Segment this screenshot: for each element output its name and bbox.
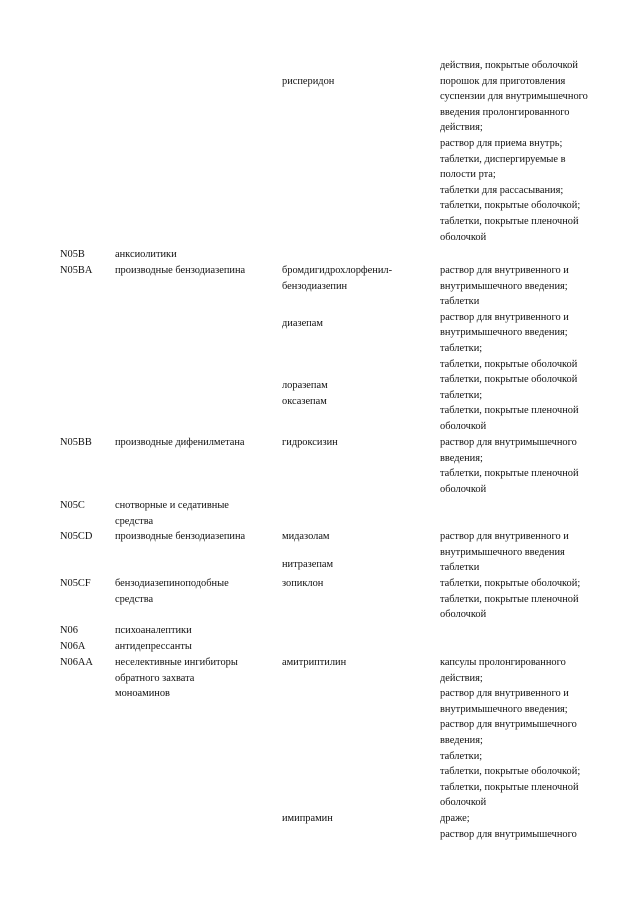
dosage-form-line: оболочкой [440, 797, 487, 809]
anatomical-therapeutic-group [115, 435, 277, 451]
drug-name-line: нитразепам [282, 559, 334, 571]
drug-name-line: бензодиазепин [282, 280, 348, 292]
group-line: бензодиазепиноподобные [115, 578, 229, 589]
atc-code: N05CD [60, 531, 93, 542]
drug-name [282, 529, 330, 545]
dosage-form-line: таблетки, покрытые пленочной [440, 781, 579, 793]
dosage-form-line: таблетки, покрытые пленочной [440, 468, 579, 480]
dosage-form-line: действия; [440, 672, 483, 684]
drug-name [282, 378, 328, 394]
atc-code: N05C [60, 500, 85, 511]
drug-name [282, 655, 346, 671]
dosage-form-line: таблетки, покрытые оболочкой; [440, 200, 581, 212]
anatomical-therapeutic-group [115, 529, 277, 545]
drug-name-line: имипрамин [282, 813, 333, 824]
dosage-form-line: таблетки; [440, 342, 483, 354]
dosage-forms [440, 263, 624, 435]
dosage-form-line: драже; [440, 812, 470, 824]
dosage-form-line: капсулы пролонгированного [440, 657, 566, 668]
dosage-form-line: раствор для внутривенного и [440, 531, 569, 542]
dosage-form-line: раствор для внутривенного и [440, 265, 569, 276]
anatomical-therapeutic-group [115, 623, 277, 639]
drug-name-line: рисперидон [282, 75, 335, 87]
dosage-form-line: суспензии для внутримышечного [440, 91, 588, 103]
anatomical-therapeutic-group [115, 655, 277, 702]
dosage-form-line: таблетки, покрытые оболочкой [440, 374, 578, 386]
drug-name-line: мидазолам [282, 531, 330, 542]
drug-name [282, 576, 323, 592]
group-line: психоаналептики [115, 625, 192, 636]
dosage-form-line: таблетки [440, 296, 480, 308]
group-line: неселективные ингибиторы [115, 657, 238, 668]
atc-code: N05CF [60, 578, 91, 589]
dosage-form-line: раствор для внутримышечного [440, 437, 577, 448]
group-line: моноаминов [115, 688, 170, 700]
drug-name-line: оксазепам [282, 396, 327, 408]
group-line: обратного захвата [115, 672, 195, 684]
dosage-form-line: таблетки; [440, 750, 483, 762]
dosage-form-line: оболочкой [440, 483, 487, 495]
dosage-form-line: раствор для внутримышечного [440, 719, 577, 731]
drug-name-line: амитриптилин [282, 657, 347, 668]
dosage-form-line: таблетки, покрытые пленочной [440, 405, 579, 417]
atc-code: N06A [60, 641, 86, 652]
group-line: антидепрессанты [115, 641, 192, 652]
dosage-form-line: таблетки, покрытые пленочной [440, 215, 579, 227]
group-line: производные бензодиазепина [115, 265, 246, 276]
drug-name-line: диазепам [282, 318, 323, 330]
dosage-forms [440, 435, 624, 497]
drug-name [282, 811, 333, 827]
dosage-form-line: оболочкой [440, 609, 487, 621]
dosage-form-line: таблетки [440, 562, 480, 574]
dosage-form-line: таблетки; [440, 389, 483, 401]
atc-code: N05BA [60, 265, 93, 276]
group-line: производные бензодиазепина [115, 531, 246, 542]
group-line: средства [115, 515, 154, 527]
group-line: производные дифенилметана [115, 437, 245, 448]
drug-name [282, 58, 334, 89]
group-line: анксиолитики [115, 249, 177, 260]
dosage-form-line: таблетки, покрытые оболочкой; [440, 766, 581, 778]
dosage-forms [440, 58, 624, 245]
dosage-form-line: внутримышечного введения; [440, 327, 568, 339]
dosage-form-line: введения; [440, 452, 483, 464]
dosage-form-line: раствор для приема внутрь; [440, 137, 563, 149]
dosage-form-line: порошок для приготовления [440, 75, 566, 87]
drug-name-line: лоразепам [282, 380, 328, 392]
anatomical-therapeutic-group [115, 498, 277, 529]
atc-code: N05BB [60, 437, 92, 448]
dosage-form-line: введения; [440, 734, 483, 746]
dosage-form-line: введения пролонгированного [440, 106, 570, 118]
dosage-form-line: внутримышечного введения; [440, 280, 568, 292]
dosage-form-line: оболочкой [440, 420, 487, 432]
drug-name [282, 394, 327, 410]
drug-name [282, 435, 338, 451]
dosage-form-line: оболочкой [440, 231, 487, 243]
drug-name [282, 557, 333, 573]
dosage-form-line: полости рта; [440, 169, 496, 181]
dosage-forms [440, 529, 624, 576]
dosage-form-line: действия; [440, 122, 483, 134]
dosage-form-line: таблетки, покрытые пленочной [440, 593, 579, 605]
dosage-form-line: внутримышечного введения [440, 546, 565, 558]
atc-code: N06AA [60, 657, 93, 668]
dosage-form-line: раствор для внутривенного и [440, 688, 569, 700]
anatomical-therapeutic-group [115, 247, 277, 263]
dosage-form-line: таблетки, покрытые оболочкой; [440, 578, 581, 589]
anatomical-therapeutic-group [115, 576, 277, 607]
dosage-form-line: раствор для внутримышечного [440, 828, 577, 840]
group-line: средства [115, 593, 154, 605]
drug-name-line: гидроксизин [282, 437, 338, 448]
dosage-form-line: таблетки, покрытые оболочкой [440, 358, 578, 370]
dosage-form-line: таблетки, диспергируемые в [440, 153, 566, 165]
group-line: снотворные и седативные [115, 500, 229, 511]
drug-name [282, 263, 392, 294]
anatomical-therapeutic-group [115, 639, 277, 655]
dosage-form-line: внутримышечного введения; [440, 703, 568, 715]
drug-name [282, 316, 323, 332]
atc-code: N06 [60, 625, 78, 636]
drug-name-line: бромдигидрохлорфенил- [282, 265, 393, 276]
anatomical-therapeutic-group [115, 263, 277, 279]
dosage-forms [440, 576, 624, 623]
dosage-forms [440, 655, 624, 842]
dosage-form-line: таблетки для рассасывания; [440, 184, 564, 196]
drug-name-line: зопиклон [282, 578, 324, 589]
dosage-form-line: раствор для внутривенного и [440, 311, 569, 323]
dosage-form-line: действия, покрытые оболочкой [440, 60, 578, 71]
drug-name-line [282, 58, 334, 74]
atc-code: N05B [60, 249, 85, 260]
